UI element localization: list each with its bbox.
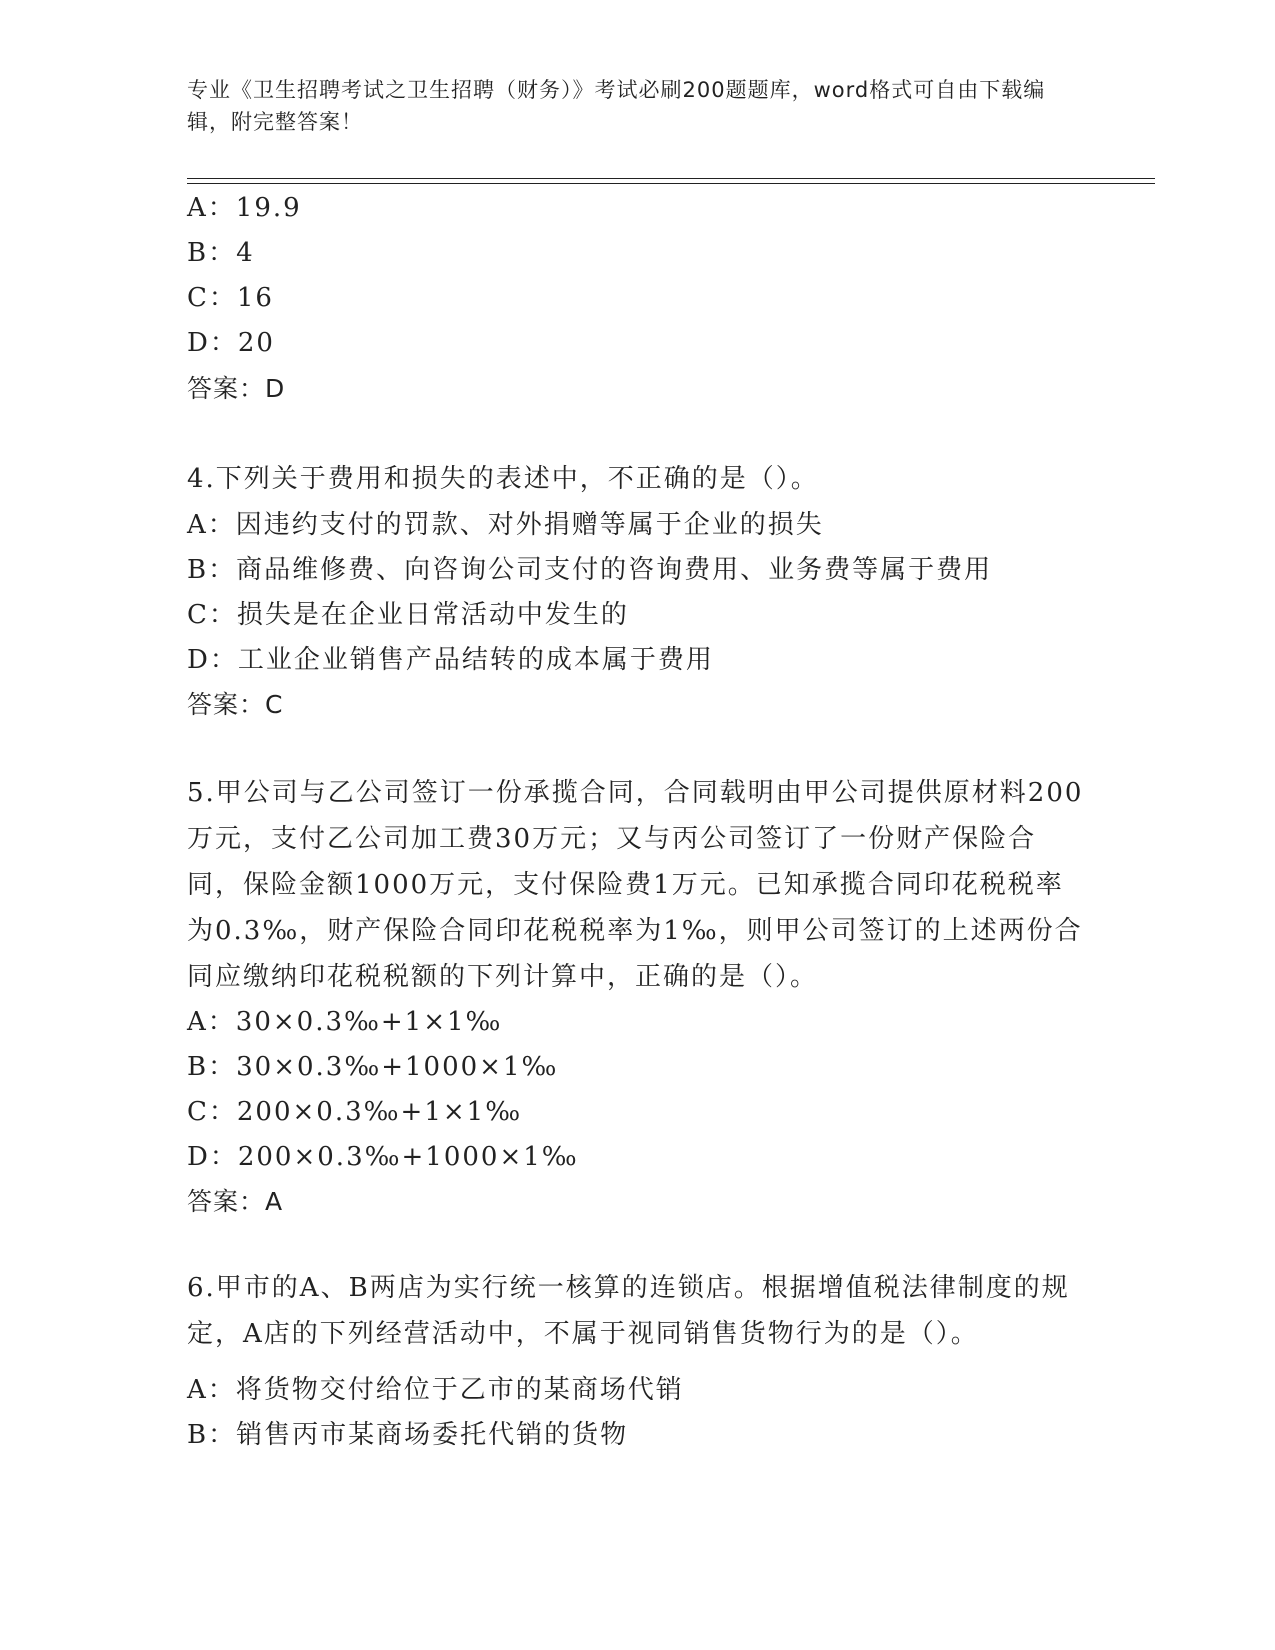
- q3-option-a: A：19.9: [187, 193, 302, 223]
- q5-option-c: C：200×0.3‰+1×1‰: [187, 1097, 523, 1127]
- q5-stem: 5.甲公司与乙公司签订一份承揽合同，合同载明由甲公司提供原材料200万元，支付乙公司加工费30万元；又与丙公司签订了一份财产保险合同，保险金额1000万元，支付保险费1万元。已知承揽合同印花税税率为0.3‰，财产保险合同印花税税率为1‰，则甲公司签订的上述两份合同应缴纳印花税税额的下列计算中，正确的是（）。: [187, 778, 1084, 992]
- q3-answer: 答案：D: [187, 374, 286, 403]
- q4-stem: 4.下列关于费用和损失的表述中，不正确的是（）。: [187, 464, 819, 494]
- q6-option-b: B：销售丙市某商场委托代销的货物: [187, 1420, 629, 1450]
- q5-option-d: D：200×0.3‰+1000×1‰: [187, 1142, 579, 1172]
- q4-option-b: B：商品维修费、向咨询公司支付的咨询费用、业务费等属于费用: [187, 555, 993, 585]
- q3-option-c: C：16: [187, 283, 274, 313]
- q6-option-a: A：将货物交付给位于乙市的某商场代销: [187, 1375, 684, 1405]
- document-intro: 专业《卫生招聘考试之卫生招聘（财务）》考试必刷200题题库，word格式可自由下载编辑，附完整答案！: [187, 78, 1046, 134]
- q4-answer: 答案：C: [187, 690, 284, 719]
- q4-option-a: A：因违约支付的罚款、对外捐赠等属于企业的损失: [187, 510, 824, 540]
- header-divider-top: [187, 178, 1155, 179]
- q4-option-c: C：损失是在企业日常活动中发生的: [187, 600, 629, 630]
- q5-answer: 答案：A: [187, 1187, 284, 1216]
- q3-option-d: D：20: [187, 328, 275, 358]
- q5-option-b: B：30×0.3‰+1000×1‰: [187, 1052, 559, 1082]
- q4-option-d: D：工业企业销售产品结转的成本属于费用: [187, 645, 714, 675]
- q5-option-a: A：30×0.3‰+1×1‰: [187, 1007, 503, 1037]
- q3-option-b: B：4: [187, 238, 255, 268]
- q6-stem: 6.甲市的A、B两店为实行统一核算的连锁店。根据增值税法律制度的规定，A店的下列经营活动中，不属于视同销售货物行为的是（）。: [187, 1273, 1070, 1349]
- header-divider-bottom: [187, 183, 1155, 184]
